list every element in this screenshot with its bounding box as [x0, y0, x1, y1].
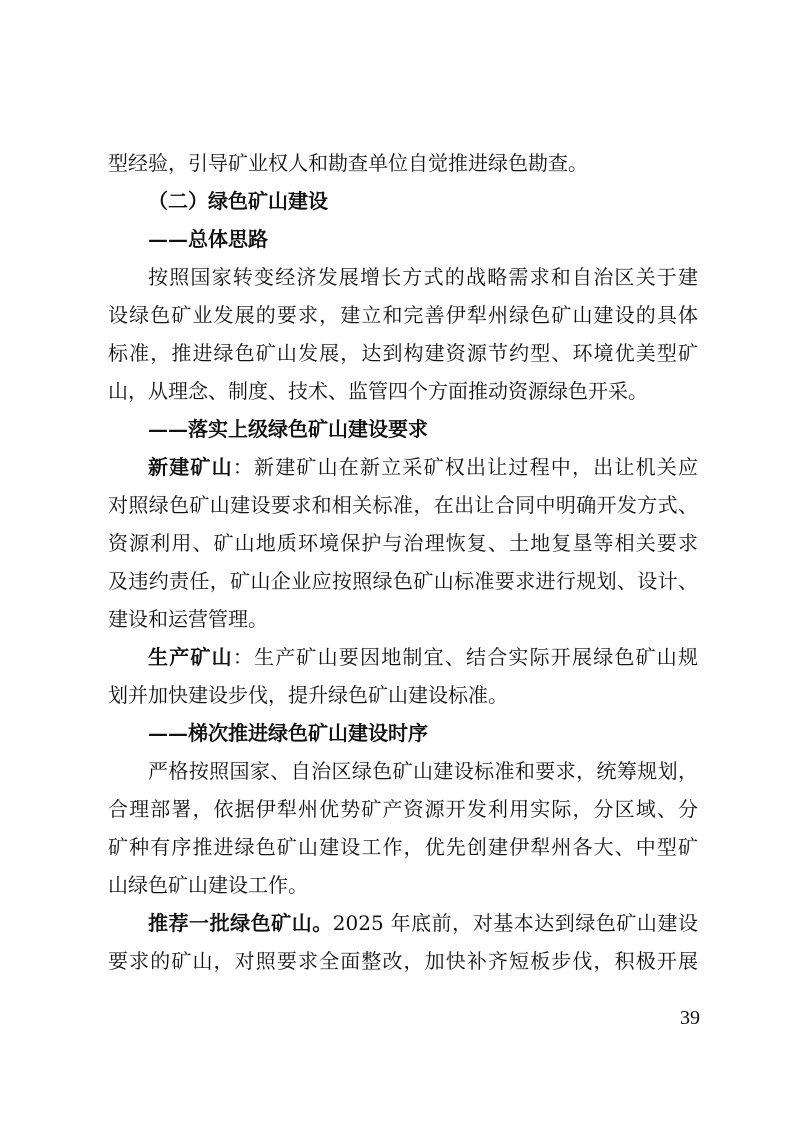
paragraph-line: 矿种有序推进绿色矿山建设工作，优先创建伊犁州各大、中型矿: [108, 835, 698, 859]
paragraph-line: 合理部署，依据伊犁州优势矿产资源开发利用实际，分区域、分: [108, 797, 698, 821]
paragraph-text: ：生产矿山要因地制宜、结合实际开展绿色矿山规: [232, 645, 698, 669]
paragraph-line: 严格按照国家、自治区绿色矿山建设标准和要求，统筹规划，: [148, 759, 698, 783]
paragraph-line: 资源利用、矿山地质环境保护与治理恢复、土地复垦等相关要求: [108, 531, 698, 555]
paragraph-line: 山，从理念、制度、技术、监管四个方面推动资源绿色开采。: [108, 379, 648, 403]
paragraph-lead: 推荐一批绿色矿山。: [148, 911, 333, 935]
paragraph-line: [148, 452, 698, 482]
paragraph-line: 标准，推进绿色矿山发展，达到构建资源节约型、环境优美型矿: [108, 341, 698, 365]
paragraph-lead: 生产矿山: [148, 645, 233, 669]
paragraph-line: 建设和运营管理。: [108, 607, 268, 631]
paragraph-line: 按照国家转变经济发展增长方式的战略需求和自治区关于建: [148, 265, 698, 289]
page-number: 39: [680, 1007, 700, 1029]
paragraph-line: [148, 908, 698, 938]
subsection-heading: ——落实上级绿色矿山建设要求: [148, 417, 428, 441]
paragraph-line: 山绿色矿山建设工作。: [108, 873, 308, 897]
paragraph-line: [148, 642, 698, 672]
paragraph-line: 及违约责任，矿山企业应按照绿色矿山标准要求进行规划、设计、: [108, 569, 698, 593]
section-heading: （二）绿色矿山建设: [148, 189, 328, 213]
subsection-heading: ——梯次推进绿色矿山建设时序: [148, 721, 428, 745]
paragraph-text: ：新建矿山在新立采矿权出让过程中，出让机关应: [232, 455, 698, 479]
paragraph-line: 型经验，引导矿业权人和勘查单位自觉推进绿色勘查。: [108, 151, 588, 175]
paragraph-line: 对照绿色矿山建设要求和相关标准，在出让合同中明确开发方式、: [108, 493, 698, 517]
paragraph-lead: 新建矿山: [148, 455, 233, 479]
subsection-heading: ——总体思路: [148, 227, 268, 251]
paragraph-line: 设绿色矿业发展的要求，建立和完善伊犁州绿色矿山建设的具体: [108, 303, 698, 327]
paragraph-text: 2025 年底前，对基本达到绿色矿山建设: [332, 911, 698, 935]
paragraph-line: 划并加快建设步伐，提升绿色矿山建设标准。: [108, 683, 508, 707]
paragraph-line: 要求的矿山，对照要求全面整改，加快补齐短板步伐，积极开展: [108, 949, 698, 973]
